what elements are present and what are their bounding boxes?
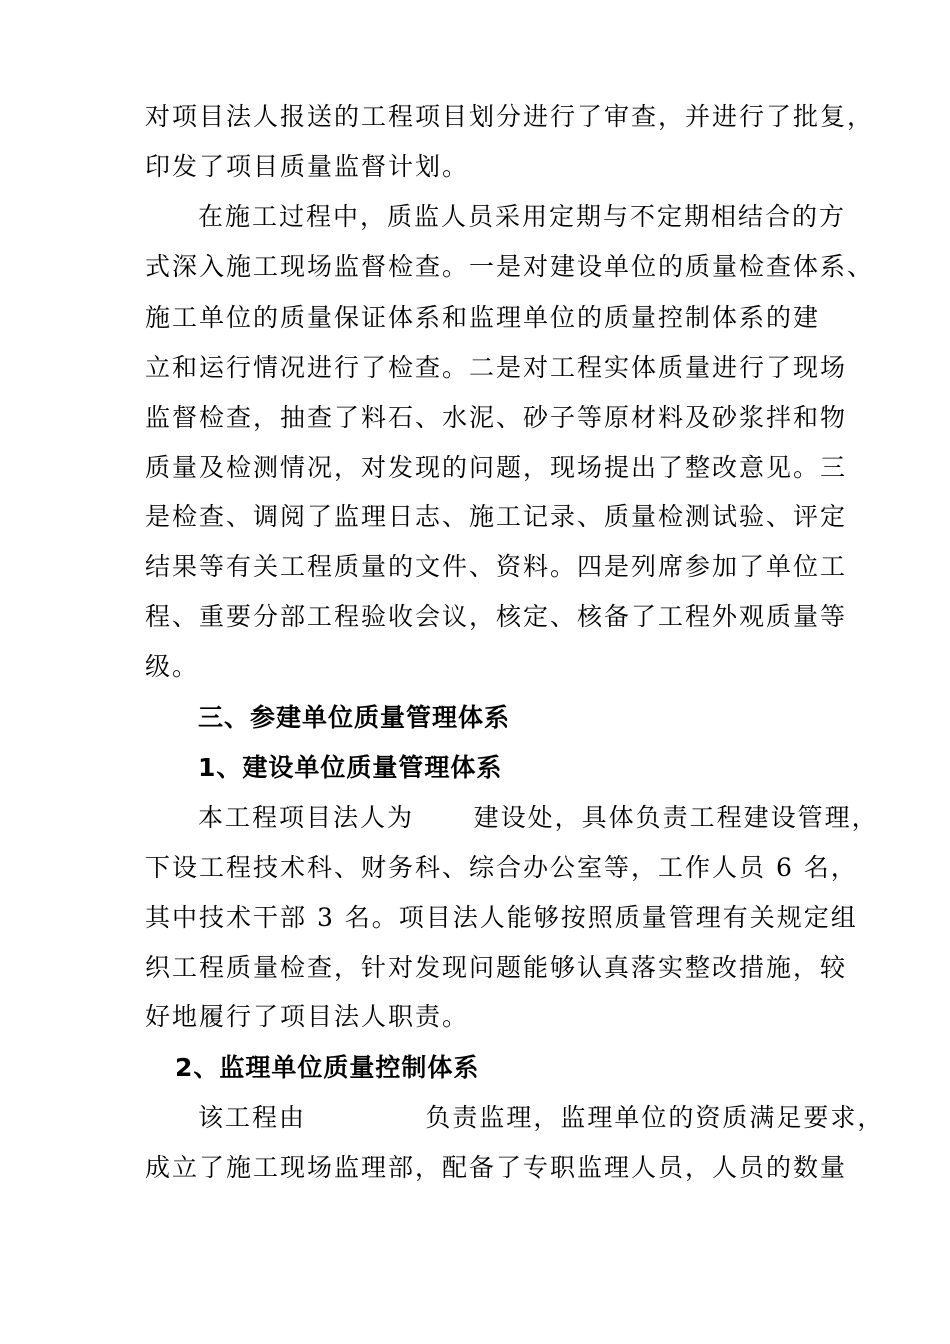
paragraph-line: 监督检查，抽查了料石、水泥、砂子等原材料及砂浆拌和物 xyxy=(145,403,848,432)
paragraph-line: 级。 xyxy=(145,652,200,681)
paragraph-line: 质量及检测情况，对发现的问题，现场提出了整改意见。三 xyxy=(145,453,848,482)
paragraph-line: 该工程由 负责监理，监理单位的资质满足要求， xyxy=(198,1103,885,1132)
paragraph-line: 式深入施工现场监督检查。一是对建设单位的质量检查体系、 xyxy=(145,252,875,281)
paragraph-line: 施工单位的质量保证体系和监理单位的质量控制体系的建 xyxy=(145,303,821,332)
paragraph-line: 其中技术干部 3 名。项目法人能够按照质量管理有关规定组 xyxy=(145,903,858,932)
paragraph-line: 织工程质量检查，针对发现问题能够认真落实整改措施，较 xyxy=(145,953,848,982)
paragraph-line: 是检查、调阅了监理日志、施工记录、质量检测试验、评定 xyxy=(145,502,848,531)
paragraph-line: 本工程项目法人为 建设处，具体负责工程建设管理， xyxy=(198,803,879,832)
paragraph-line: 程、重要分部工程验收会议，核定、核备了工程外观质量等 xyxy=(145,602,848,631)
paragraph-line: 立和运行情况进行了检查。二是对工程实体质量进行了现场 xyxy=(145,353,848,382)
paragraph-line: 结果等有关工程质量的文件、资料。四是列席参加了单位工 xyxy=(145,552,848,581)
paragraph-line: 对项目法人报送的工程项目划分进行了审查，并进行了批复， xyxy=(145,102,875,131)
paragraph-line: 下设工程技术科、财务科、综合办公室等，工作人员 6 名， xyxy=(145,853,858,882)
paragraph-line: 成立了施工现场监理部，配备了专职监理人员，人员的数量 xyxy=(145,1153,848,1182)
subsection-heading: 2、监理单位质量控制体系 xyxy=(175,1053,480,1082)
section-heading: 三、参建单位质量管理体系 xyxy=(198,703,511,732)
paragraph-line: 印发了项目质量监督计划。 xyxy=(145,152,470,181)
paragraph-line: 在施工过程中，质监人员采用定期与不定期相结合的方 xyxy=(198,202,847,231)
subsection-heading: 1、建设单位质量管理体系 xyxy=(198,753,503,782)
paragraph-line: 好地履行了项目法人职责。 xyxy=(145,1002,470,1031)
